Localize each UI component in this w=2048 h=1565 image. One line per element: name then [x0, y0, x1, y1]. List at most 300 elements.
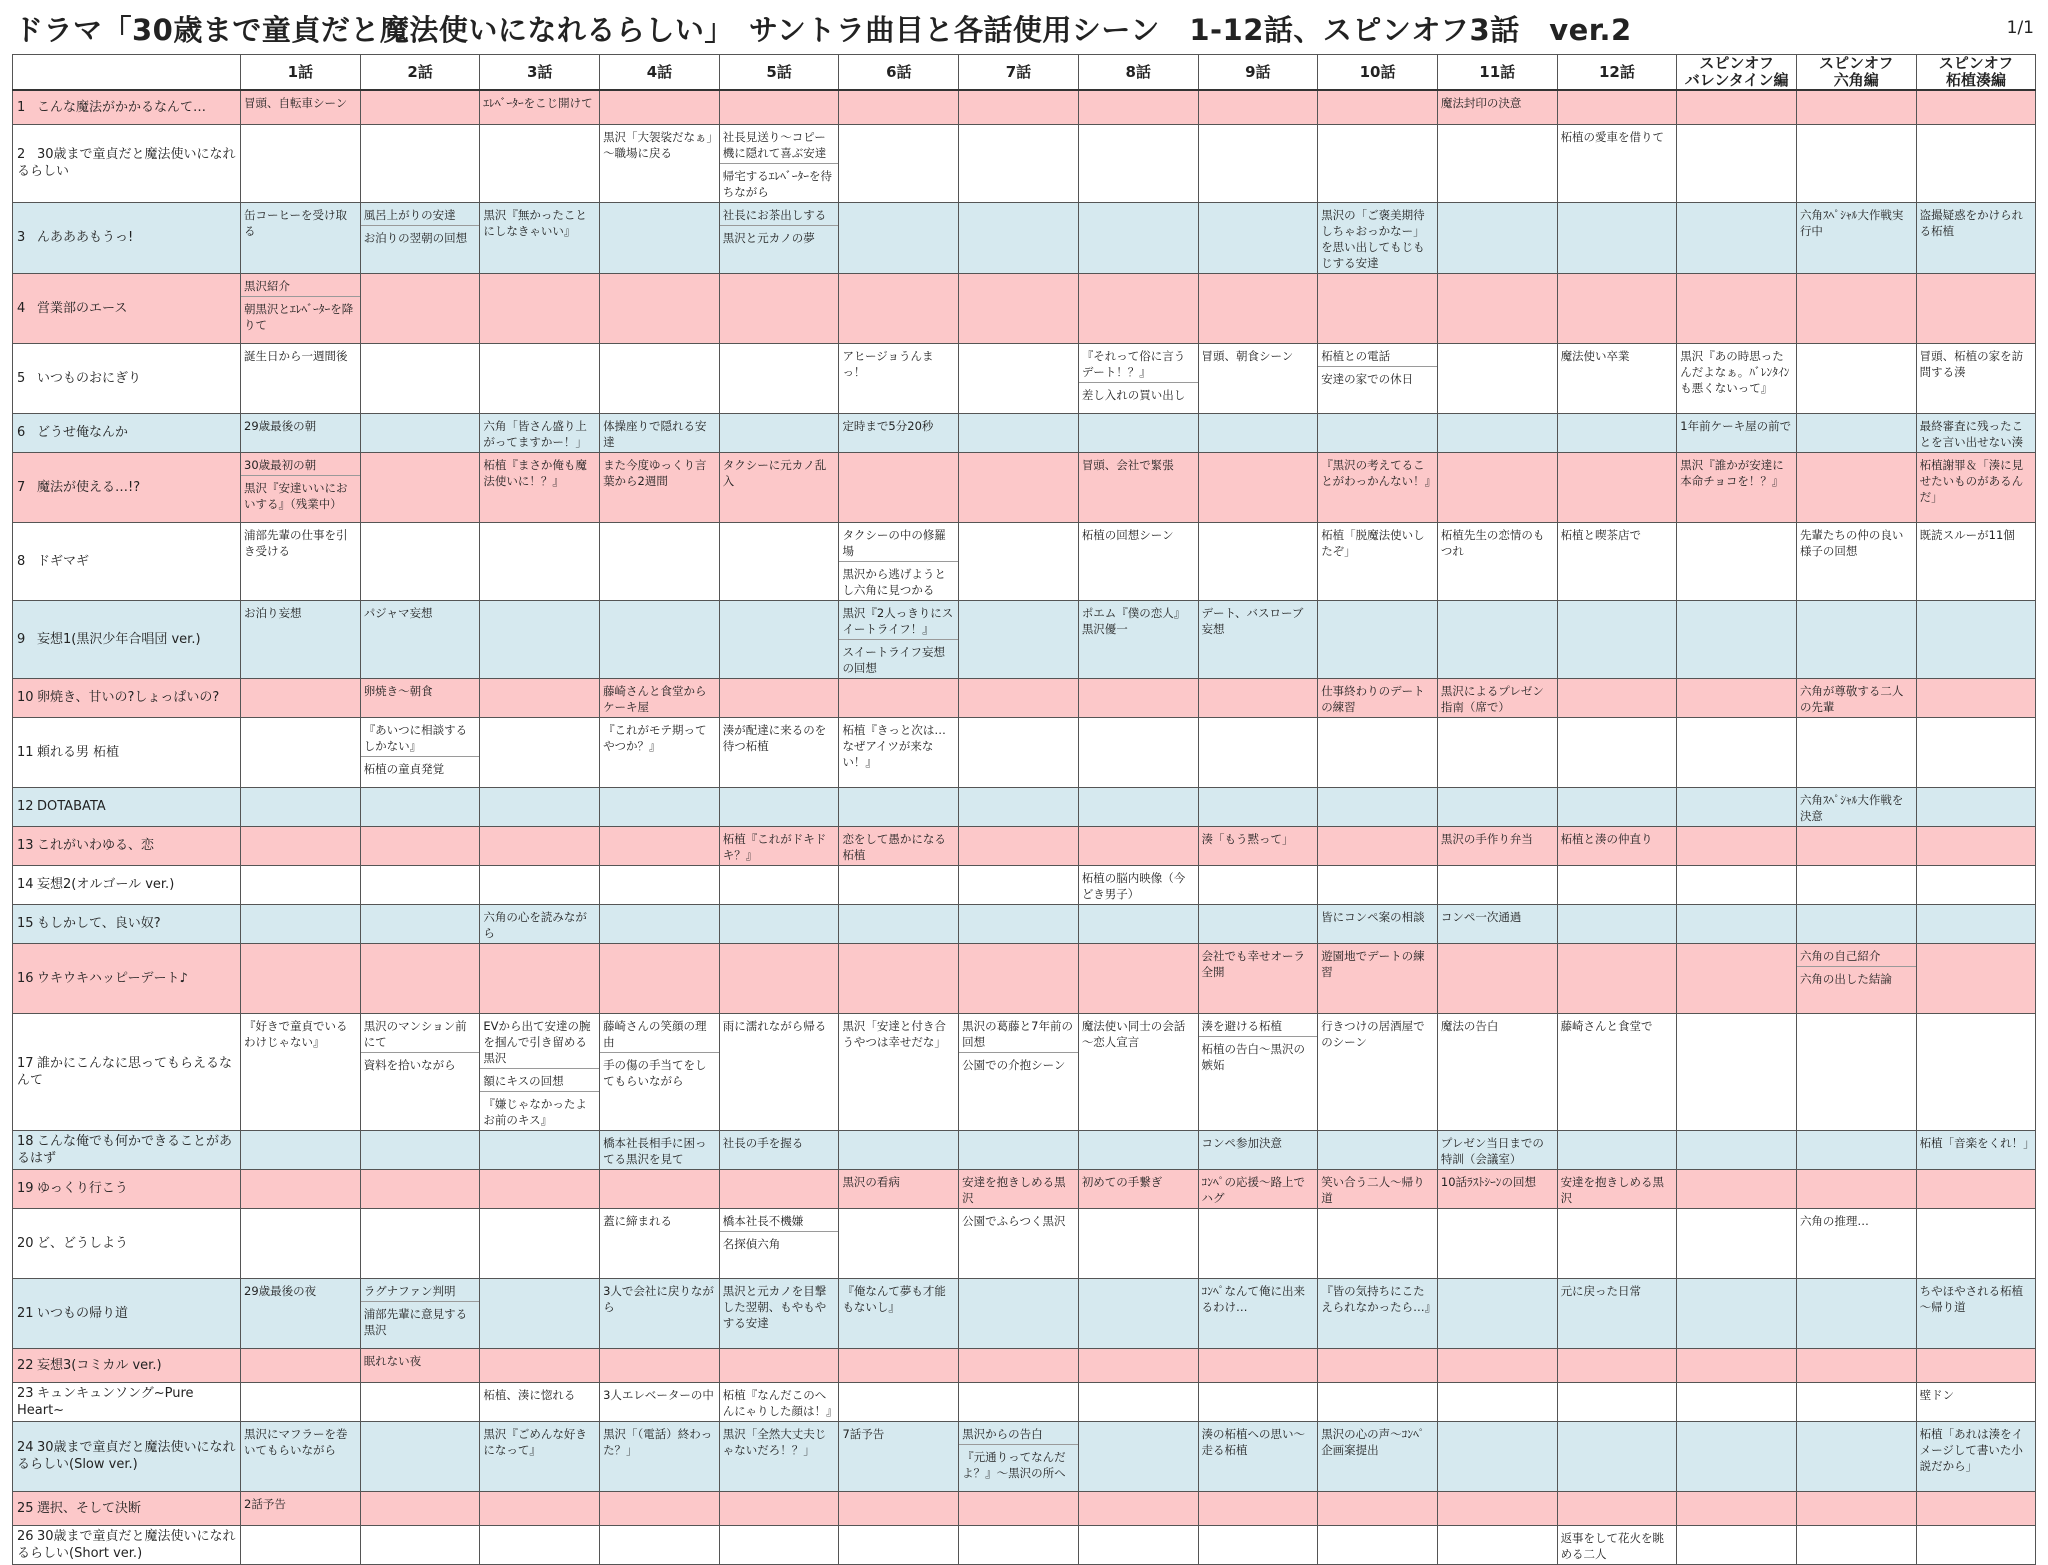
scene-entry: 冒頭、柘植の家を訪問する湊 — [1919, 348, 2024, 379]
scene-cell — [480, 826, 600, 865]
scene-entry: 『それって俗に言うデート！？』 — [1081, 348, 1186, 379]
scene-cell — [241, 202, 361, 273]
song-title-cell — [13, 1013, 241, 1130]
scene-cell — [1916, 1013, 2036, 1130]
scene-entry: 六角の出した結論 — [1797, 966, 1916, 989]
scene-cell — [1198, 124, 1318, 202]
scene-cell — [959, 1491, 1079, 1525]
scene-entry: 柘植と喫茶店で — [1560, 527, 1642, 542]
scene-cell — [360, 273, 480, 343]
scene-cell — [1198, 413, 1318, 452]
song-number: 2 — [17, 147, 26, 162]
scene-entry: 社長の手を握る — [722, 1135, 804, 1150]
episode-header: 1話 — [241, 55, 361, 91]
scene-cell — [1437, 1491, 1557, 1525]
scene-cell — [1318, 1421, 1438, 1491]
scene-cell — [1557, 678, 1677, 717]
scene-entry: 『嫌じゃなかったよお前のキス』 — [480, 1091, 599, 1130]
episode-header: 12話 — [1557, 55, 1677, 91]
scene-cell — [360, 1278, 480, 1348]
scene-cell — [719, 522, 839, 600]
scene-entry: 柘植の愛車を借りて — [1560, 129, 1665, 144]
scene-cell — [959, 452, 1079, 522]
episode-label: スピンオフ — [1819, 54, 1894, 72]
scene-entry: 既読スルーが11個 — [1919, 527, 2015, 542]
scene-cell — [1916, 1382, 2036, 1421]
scene-entry: 黒沢の「ご褒美期待しちゃおっかなー」を思い出してもじもじする安達 — [1321, 207, 1425, 270]
song-title-cell — [13, 1169, 241, 1208]
scene-cell — [1437, 1169, 1557, 1208]
scene-cell — [1557, 1278, 1677, 1348]
scene-entry: 浦部先輩に意見する黒沢 — [361, 1301, 480, 1340]
scene-entry: 黒沢の看病 — [842, 1174, 900, 1189]
scene-cell — [1916, 1278, 2036, 1348]
scene-cell — [1437, 1208, 1557, 1278]
scene-cell — [839, 522, 959, 600]
scene-cell — [600, 1169, 720, 1208]
scene-cell — [1318, 943, 1438, 1013]
scene-cell — [1437, 413, 1557, 452]
scene-cell — [1078, 787, 1198, 826]
scene-cell — [1796, 1130, 1916, 1169]
song-number: 19 — [17, 1181, 34, 1196]
scene-cell — [839, 452, 959, 522]
song-title: 妄想1(黒沢少年合唱団 ver.) — [37, 631, 201, 647]
scene-entry: ｺﾝﾍﾟの応援～路上でハグ — [1201, 1174, 1305, 1205]
song-number: 1 — [17, 99, 26, 115]
page-header — [0, 0, 2048, 52]
song-title-cell — [13, 943, 241, 1013]
scene-cell — [719, 452, 839, 522]
scene-cell — [719, 787, 839, 826]
scene-cell — [959, 1525, 1079, 1564]
scene-entry: 黒沢のマンション前にて — [363, 1018, 467, 1049]
scene-entry: 盗撮疑惑をかけられる柘植 — [1919, 207, 2024, 238]
scene-cell — [1677, 717, 1797, 787]
scene-cell — [1318, 202, 1438, 273]
scene-cell — [1318, 600, 1438, 678]
scene-cell — [1677, 1525, 1797, 1564]
scene-cell — [1677, 1013, 1797, 1130]
scene-cell — [600, 1013, 720, 1130]
scene-cell — [600, 343, 720, 413]
scene-cell — [719, 717, 839, 787]
scene-cell — [360, 452, 480, 522]
scene-cell — [959, 1421, 1079, 1491]
scene-entry: 名探偵六角 — [720, 1231, 839, 1254]
scene-entry: 柘植『まさか俺も魔法使いに！？』 — [483, 457, 587, 488]
episode-header: 3話 — [480, 55, 600, 91]
song-row — [13, 678, 2036, 717]
scene-cell — [1437, 943, 1557, 1013]
scene-entry: 湊を避ける柘植 — [1201, 1018, 1282, 1033]
scene-cell — [1677, 452, 1797, 522]
scene-entry: ｴﾚﾍﾞｰﾀｰをこじ開けて — [483, 96, 593, 110]
scene-cell — [1557, 1421, 1677, 1491]
scene-entry: 黒沢『あの時思ったんだよなぁ。ﾊﾞﾚﾝﾀｲﾝも悪くないって』 — [1680, 348, 1790, 395]
song-title: もしかして、良い奴? — [37, 916, 161, 931]
scene-entry: 柘植の脳内映像（今どき男子） — [1081, 870, 1186, 901]
scene-cell — [1078, 943, 1198, 1013]
scene-entry: お泊り妄想 — [244, 605, 302, 620]
scene-cell — [1318, 1013, 1438, 1130]
scene-cell — [1318, 1169, 1438, 1208]
scene-entry: 行きつけの居酒屋でのシーン — [1321, 1018, 1425, 1049]
song-title: 選択、そして決断 — [37, 1500, 142, 1516]
scene-cell — [1796, 865, 1916, 904]
scene-cell — [839, 124, 959, 202]
scene-entry: 黒沢と元カノを目撃した翌朝、もやもやする安達 — [722, 1283, 827, 1330]
scene-cell — [480, 1491, 600, 1525]
scene-cell — [959, 1382, 1079, 1421]
scene-cell — [839, 1169, 959, 1208]
scene-entry: 雨に濡れながら帰る — [722, 1018, 827, 1033]
scene-cell — [360, 717, 480, 787]
episode-header: 2話 — [360, 55, 480, 91]
scene-cell — [600, 1278, 720, 1348]
scene-cell — [1677, 1421, 1797, 1491]
scene-entry: 魔法使い同士の会話～恋人宣言 — [1081, 1018, 1186, 1049]
scene-cell — [1078, 1208, 1198, 1278]
scene-cell — [1557, 413, 1677, 452]
scene-cell — [1796, 452, 1916, 522]
scene-cell — [719, 1525, 839, 1564]
scene-entry: 3人エレベーターの中 — [603, 1387, 714, 1402]
scene-cell — [839, 678, 959, 717]
scene-cell — [1796, 343, 1916, 413]
scene-cell — [1796, 826, 1916, 865]
scene-cell — [839, 826, 959, 865]
episode-header — [1677, 55, 1797, 91]
scene-cell — [959, 202, 1079, 273]
scene-cell — [1677, 1491, 1797, 1525]
scene-cell — [959, 943, 1079, 1013]
scene-entry: 黒沢によるプレゼン指南（席で） — [1440, 683, 1544, 714]
scene-cell — [241, 826, 361, 865]
scene-cell — [1557, 1382, 1677, 1421]
scene-cell — [360, 1525, 480, 1564]
scene-cell — [480, 273, 600, 343]
scene-cell — [1796, 904, 1916, 943]
scene-entry: 3人で会社に戻りながら — [603, 1283, 714, 1314]
scene-cell — [1677, 943, 1797, 1013]
scene-cell — [241, 904, 361, 943]
scene-entry: 29歳最後の朝 — [244, 418, 317, 433]
scene-entry: 柘植との電話 — [1321, 348, 1391, 363]
scene-entry: 柘植謝罪＆「湊に見せたいものがあるんだ」 — [1919, 457, 2024, 504]
scene-entry: 浦部先輩の仕事を引き受ける — [244, 527, 348, 558]
scene-cell — [1677, 343, 1797, 413]
scene-cell — [1318, 1491, 1438, 1525]
scene-cell — [1916, 1169, 2036, 1208]
song-number: 6 — [17, 425, 26, 440]
scene-cell — [1437, 787, 1557, 826]
scene-cell — [1796, 1421, 1916, 1491]
scene-cell — [600, 413, 720, 452]
scene-cell — [1557, 826, 1677, 865]
scene-entry: 社長見送り～コピー機に隠れて喜ぶ安達 — [722, 129, 827, 160]
scene-cell — [241, 865, 361, 904]
scene-entry: 黒沢「大袈裟だなぁ」～職場に戻る — [603, 129, 713, 160]
scene-cell — [839, 600, 959, 678]
scene-entry: 『元通りってなんだよ？』～黒沢の所へ — [959, 1444, 1078, 1483]
scene-cell — [360, 943, 480, 1013]
scene-cell — [959, 522, 1079, 600]
scene-cell — [241, 1278, 361, 1348]
scene-cell — [959, 826, 1079, 865]
scene-cell — [959, 1130, 1079, 1169]
scene-cell — [1796, 600, 1916, 678]
scene-cell — [1916, 600, 2036, 678]
scene-entry: 魔法使い卒業 — [1560, 348, 1630, 363]
scene-cell — [1078, 90, 1198, 124]
scene-cell — [1318, 1208, 1438, 1278]
scene-cell — [959, 717, 1079, 787]
scene-cell — [1916, 865, 2036, 904]
scene-cell — [1677, 1208, 1797, 1278]
scene-cell — [1916, 273, 2036, 343]
song-row — [13, 1525, 2036, 1564]
scene-cell — [1796, 787, 1916, 826]
scene-cell — [1796, 273, 1916, 343]
song-title-cell — [13, 522, 241, 600]
scene-cell — [360, 1421, 480, 1491]
song-number: 3 — [17, 230, 26, 245]
song-title: いつもの帰り道 — [37, 1305, 129, 1321]
scene-cell — [1198, 202, 1318, 273]
scene-cell — [1198, 1421, 1318, 1491]
scene-cell — [360, 1013, 480, 1130]
scene-cell — [719, 943, 839, 1013]
scene-cell — [1557, 202, 1677, 273]
scene-cell — [1078, 1130, 1198, 1169]
scene-entry: 黒沢「安達と付き合うやつは幸せだな」 — [842, 1018, 946, 1049]
scene-entry: 手の傷の手当てをしてもらいながら — [600, 1052, 719, 1091]
scene-cell — [241, 943, 361, 1013]
scene-cell — [1796, 202, 1916, 273]
song-row — [13, 90, 2036, 124]
scene-cell — [1318, 273, 1438, 343]
scene-cell — [241, 1130, 361, 1169]
song-number: 16 — [17, 970, 34, 986]
song-title-cell — [13, 600, 241, 678]
scene-entry: 黒沢『誰かが安達に本命チョコを！？』 — [1680, 457, 1784, 488]
song-title: 卵焼き、甘いの?しょっぱいの? — [37, 690, 220, 705]
scene-cell — [839, 273, 959, 343]
song-row — [13, 787, 2036, 826]
scene-cell — [241, 273, 361, 343]
scene-cell — [959, 90, 1079, 124]
scene-entry: 先輩たちの仲の良い様子の回想 — [1799, 527, 1904, 558]
scene-cell — [241, 1491, 361, 1525]
scene-cell — [1557, 1169, 1677, 1208]
scene-cell — [1198, 678, 1318, 717]
scene-entry: 黒沢の心の声～ｺﾝﾍﾟ企画案提出 — [1321, 1426, 1425, 1457]
scene-cell — [1557, 787, 1677, 826]
scene-entry: お泊りの翌朝の回想 — [361, 225, 480, 248]
scene-cell — [1796, 1278, 1916, 1348]
scene-cell — [719, 865, 839, 904]
episode-header: 4話 — [600, 55, 720, 91]
scene-cell — [1078, 904, 1198, 943]
scene-cell — [1557, 1130, 1677, 1169]
scene-cell — [1198, 90, 1318, 124]
song-title-cell — [13, 124, 241, 202]
scene-entry: 元に戻った日常 — [1560, 1283, 1642, 1298]
scene-entry: 橋本社長相手に困ってる黒沢を見て — [603, 1135, 707, 1166]
scene-cell — [241, 1525, 361, 1564]
scene-entry: 柘植『きっと次は…なぜアイツが来ない！』 — [842, 722, 946, 769]
scene-entry: コンペ一次通過 — [1440, 909, 1522, 924]
scene-cell — [600, 452, 720, 522]
scene-cell — [600, 600, 720, 678]
scene-entry: 恋をして愚かになる柘植 — [842, 831, 946, 862]
song-title-cell — [13, 904, 241, 943]
scene-cell — [360, 1491, 480, 1525]
scene-entry: 黒沢の葛藤と7年前の回想 — [962, 1018, 1073, 1049]
scene-entry: 『俺なんて夢も才能もないし』 — [842, 1283, 946, 1314]
scene-cell — [1318, 90, 1438, 124]
scene-cell — [1198, 1491, 1318, 1525]
scene-entry: 六角「皆さん盛り上がってますかー！」 — [483, 418, 587, 449]
scene-cell — [1916, 452, 2036, 522]
scene-cell — [480, 1525, 600, 1564]
song-row — [13, 904, 2036, 943]
scene-entry: 黒沢と元カノの夢 — [720, 225, 839, 248]
song-number: 9 — [17, 631, 26, 647]
scene-cell — [1437, 1130, 1557, 1169]
scene-cell — [360, 343, 480, 413]
song-title-cell — [13, 452, 241, 522]
scene-entry: 29歳最後の夜 — [244, 1283, 317, 1298]
episode-header: 7話 — [959, 55, 1079, 91]
scene-entry: 公園でふらつく黒沢 — [962, 1213, 1066, 1228]
scene-cell — [839, 1348, 959, 1382]
scene-entry: 誕生日から一週間後 — [244, 348, 348, 363]
scene-cell — [360, 202, 480, 273]
scene-entry: 橋本社長不機嫌 — [722, 1213, 804, 1228]
scene-cell — [1916, 1421, 2036, 1491]
scene-cell — [1796, 1169, 1916, 1208]
scene-cell — [1318, 826, 1438, 865]
scene-entry: 魔法封印の決意 — [1440, 96, 1522, 110]
scene-cell — [241, 1421, 361, 1491]
scene-cell — [1198, 1130, 1318, 1169]
scene-cell — [1557, 522, 1677, 600]
scene-cell — [1557, 343, 1677, 413]
episode-header — [1916, 55, 2036, 91]
scene-cell — [1078, 600, 1198, 678]
scene-entry: 社長にお茶出しする — [722, 207, 827, 222]
scene-entry: 笑い合う二人～帰り道 — [1321, 1174, 1425, 1205]
scene-cell — [1557, 273, 1677, 343]
song-number: 17 — [17, 1055, 34, 1071]
scene-cell — [600, 1525, 720, 1564]
scene-cell — [1677, 865, 1797, 904]
scene-entry: 『好きで童貞でいるわけじゃない』 — [244, 1018, 348, 1049]
scene-cell — [959, 865, 1079, 904]
scene-cell — [1677, 273, 1797, 343]
scene-cell — [600, 1130, 720, 1169]
scene-cell — [719, 826, 839, 865]
song-number: 13 — [17, 838, 34, 853]
scene-cell — [480, 1130, 600, 1169]
scene-entry: 眠れない夜 — [363, 1353, 422, 1368]
corner-cell — [13, 55, 241, 91]
scene-cell — [1916, 1208, 2036, 1278]
scene-entry: 柘植、湊に惚れる — [483, 1387, 576, 1402]
scene-entry: 黒沢紹介 — [244, 278, 290, 293]
scene-entry: 柘植「あれは湊をイメージして書いた小説だから」 — [1919, 1426, 2024, 1473]
scene-cell — [1557, 943, 1677, 1013]
scene-cell — [839, 1208, 959, 1278]
scene-cell — [480, 1421, 600, 1491]
scene-cell — [480, 343, 600, 413]
scene-entry: 帰宅するｴﾚﾍﾞｰﾀｰを待ちながら — [720, 163, 839, 202]
scene-cell — [1318, 124, 1438, 202]
scene-cell — [1198, 1169, 1318, 1208]
scene-entry: 冒頭、朝食シーン — [1201, 348, 1294, 363]
scene-cell — [360, 413, 480, 452]
scene-entry: 六角が尊敬する二人の先輩 — [1799, 683, 1904, 714]
song-number: 21 — [17, 1305, 34, 1321]
scene-cell — [959, 343, 1079, 413]
scene-cell — [1437, 1013, 1557, 1130]
scene-entry: 缶コーヒーを受け取る — [244, 207, 348, 238]
scene-cell — [360, 1382, 480, 1421]
scene-entry: 額にキスの回想 — [480, 1068, 599, 1091]
song-title-cell — [13, 678, 241, 717]
scene-cell — [1677, 904, 1797, 943]
scene-cell — [1318, 865, 1438, 904]
scene-cell — [360, 600, 480, 678]
scene-cell — [1318, 1525, 1438, 1564]
scene-cell — [1437, 124, 1557, 202]
song-row — [13, 124, 2036, 202]
scene-cell — [600, 1208, 720, 1278]
scene-cell — [959, 904, 1079, 943]
song-title: 30歳まで童貞だと魔法使いになれるらしい(Short ver.) — [17, 1528, 236, 1561]
scene-cell — [241, 787, 361, 826]
episode-header: 10話 — [1318, 55, 1438, 91]
scene-cell — [360, 904, 480, 943]
scene-cell — [1198, 1278, 1318, 1348]
soundtrack-table — [12, 54, 2036, 1565]
scene-cell — [1437, 452, 1557, 522]
scene-cell — [959, 1208, 1079, 1278]
scene-cell — [1796, 90, 1916, 124]
scene-cell — [360, 90, 480, 124]
scene-cell — [1916, 904, 2036, 943]
scene-entry: 安達を抱きしめる黒沢 — [962, 1174, 1066, 1205]
scene-cell — [1916, 413, 2036, 452]
song-title: 誰かにこんなに思ってもらえるなんて — [17, 1055, 233, 1088]
scene-cell — [1437, 600, 1557, 678]
scene-cell — [1437, 865, 1557, 904]
scene-entry: ちやほやされる柘植～帰り道 — [1919, 1283, 2024, 1314]
scene-cell — [1916, 678, 2036, 717]
song-title: ウキウキハッピーデート♪ — [37, 970, 188, 986]
song-title: ど、どうしよう — [37, 1235, 129, 1251]
scene-entry: 黒沢『ごめんな好きになって』 — [483, 1426, 587, 1457]
song-title: 営業部のエース — [37, 300, 128, 316]
song-title: これがいわゆる、恋 — [37, 838, 155, 853]
song-number: 15 — [17, 916, 34, 931]
scene-entry: 最終審査に残ったことを言い出せない湊 — [1919, 418, 2024, 449]
scene-cell — [600, 124, 720, 202]
scene-cell — [1078, 1382, 1198, 1421]
scene-cell — [1677, 124, 1797, 202]
